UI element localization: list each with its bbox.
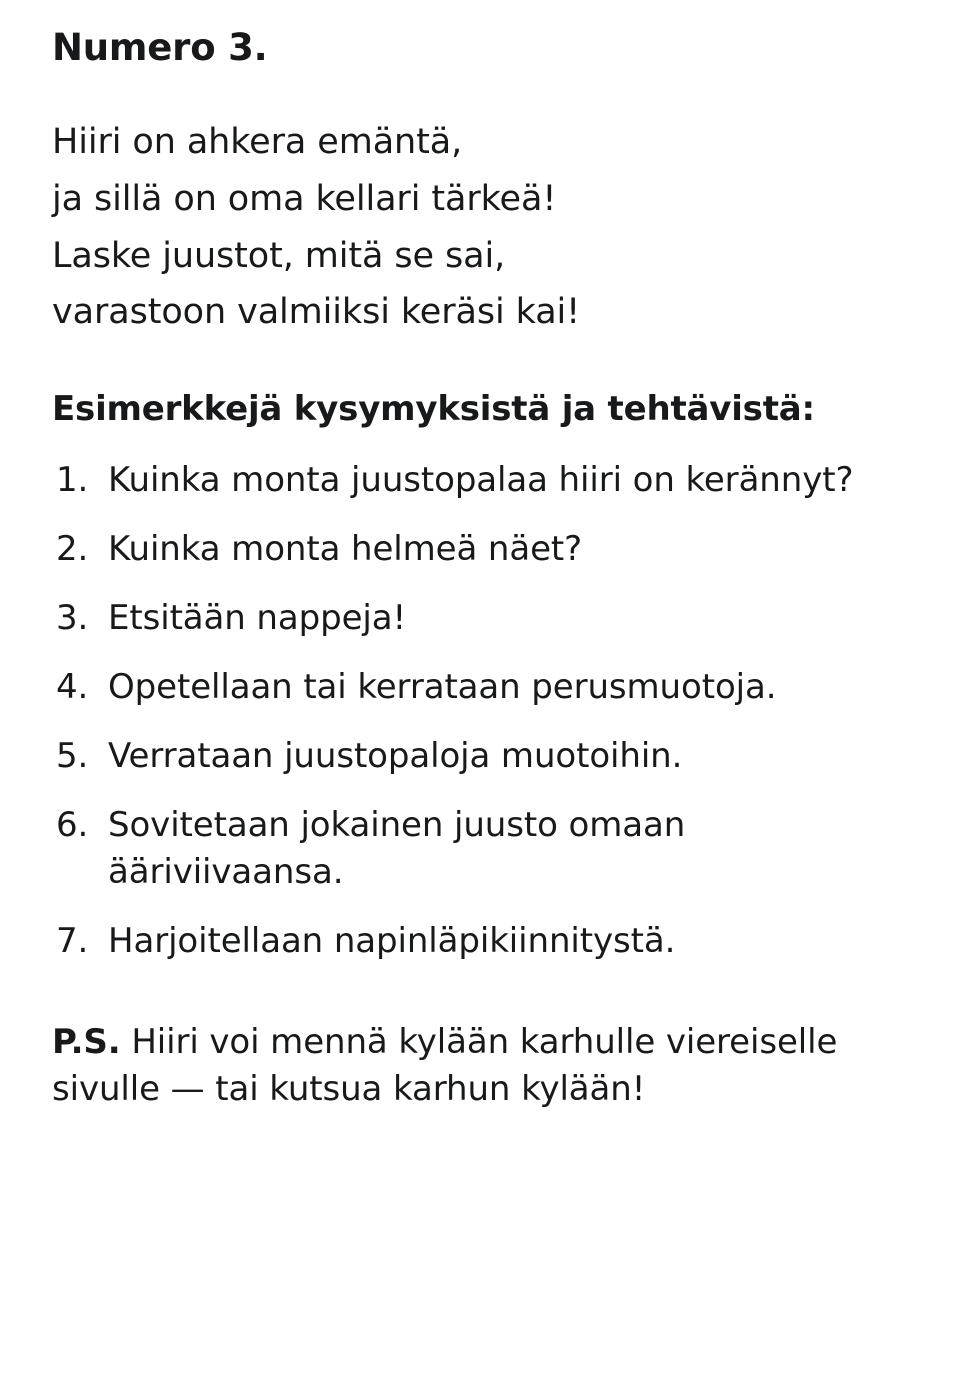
postscript-label: P.S.: [52, 1021, 121, 1062]
verse-line: ja sillä on oma kellari tärkeä!: [52, 179, 557, 220]
list-item: [52, 526, 912, 573]
postscript-text: Hiiri voi mennä kylään karhulle viereiselle sivulle — tai kutsua karhun kylään!: [52, 1021, 838, 1110]
list-item-number: 3.: [56, 598, 89, 639]
list-item-number: 1.: [56, 460, 89, 501]
section-heading: Esimerkkejä kysymyksistä ja tehtävistä:: [52, 389, 815, 430]
list-item-number: 6.: [56, 804, 89, 845]
list-item: [52, 733, 912, 780]
task-list: [52, 457, 912, 964]
list-item: [52, 595, 912, 642]
verse-block: [52, 114, 912, 341]
verse-line: Laske juustot, mitä se sai,: [52, 235, 506, 276]
list-item-label: Sovitetaan jokainen juusto omaan ääriviivaansa.: [108, 804, 686, 892]
list-item-label: Kuinka monta juustopalaa hiiri on kerännyt?: [108, 460, 854, 501]
list-item-number: 7.: [56, 920, 89, 961]
verse-line: varastoon valmiiksi keräsi kai!: [52, 292, 581, 333]
list-item: [52, 457, 912, 504]
list-item: [52, 918, 912, 965]
list-item-label: Verrataan juustopaloja muotoihin.: [108, 735, 683, 776]
list-item-label: Opetellaan tai kerrataan perusmuotoja.: [108, 667, 777, 708]
list-item-number: 4.: [56, 667, 89, 708]
list-item-label: Kuinka monta helmeä näet?: [108, 529, 583, 570]
list-item-number: 5.: [56, 735, 89, 776]
list-item: [52, 802, 912, 896]
postscript: [52, 1019, 912, 1114]
list-item-label: Harjoitellaan napinläpikiinnitystä.: [108, 920, 676, 961]
list-item-label: Etsitään nappeja!: [108, 598, 407, 639]
page-title: Numero 3.: [52, 26, 268, 69]
verse-line: Hiiri on ahkera emäntä,: [52, 122, 463, 163]
list-item: [52, 664, 912, 711]
list-item-number: 2.: [56, 529, 89, 570]
